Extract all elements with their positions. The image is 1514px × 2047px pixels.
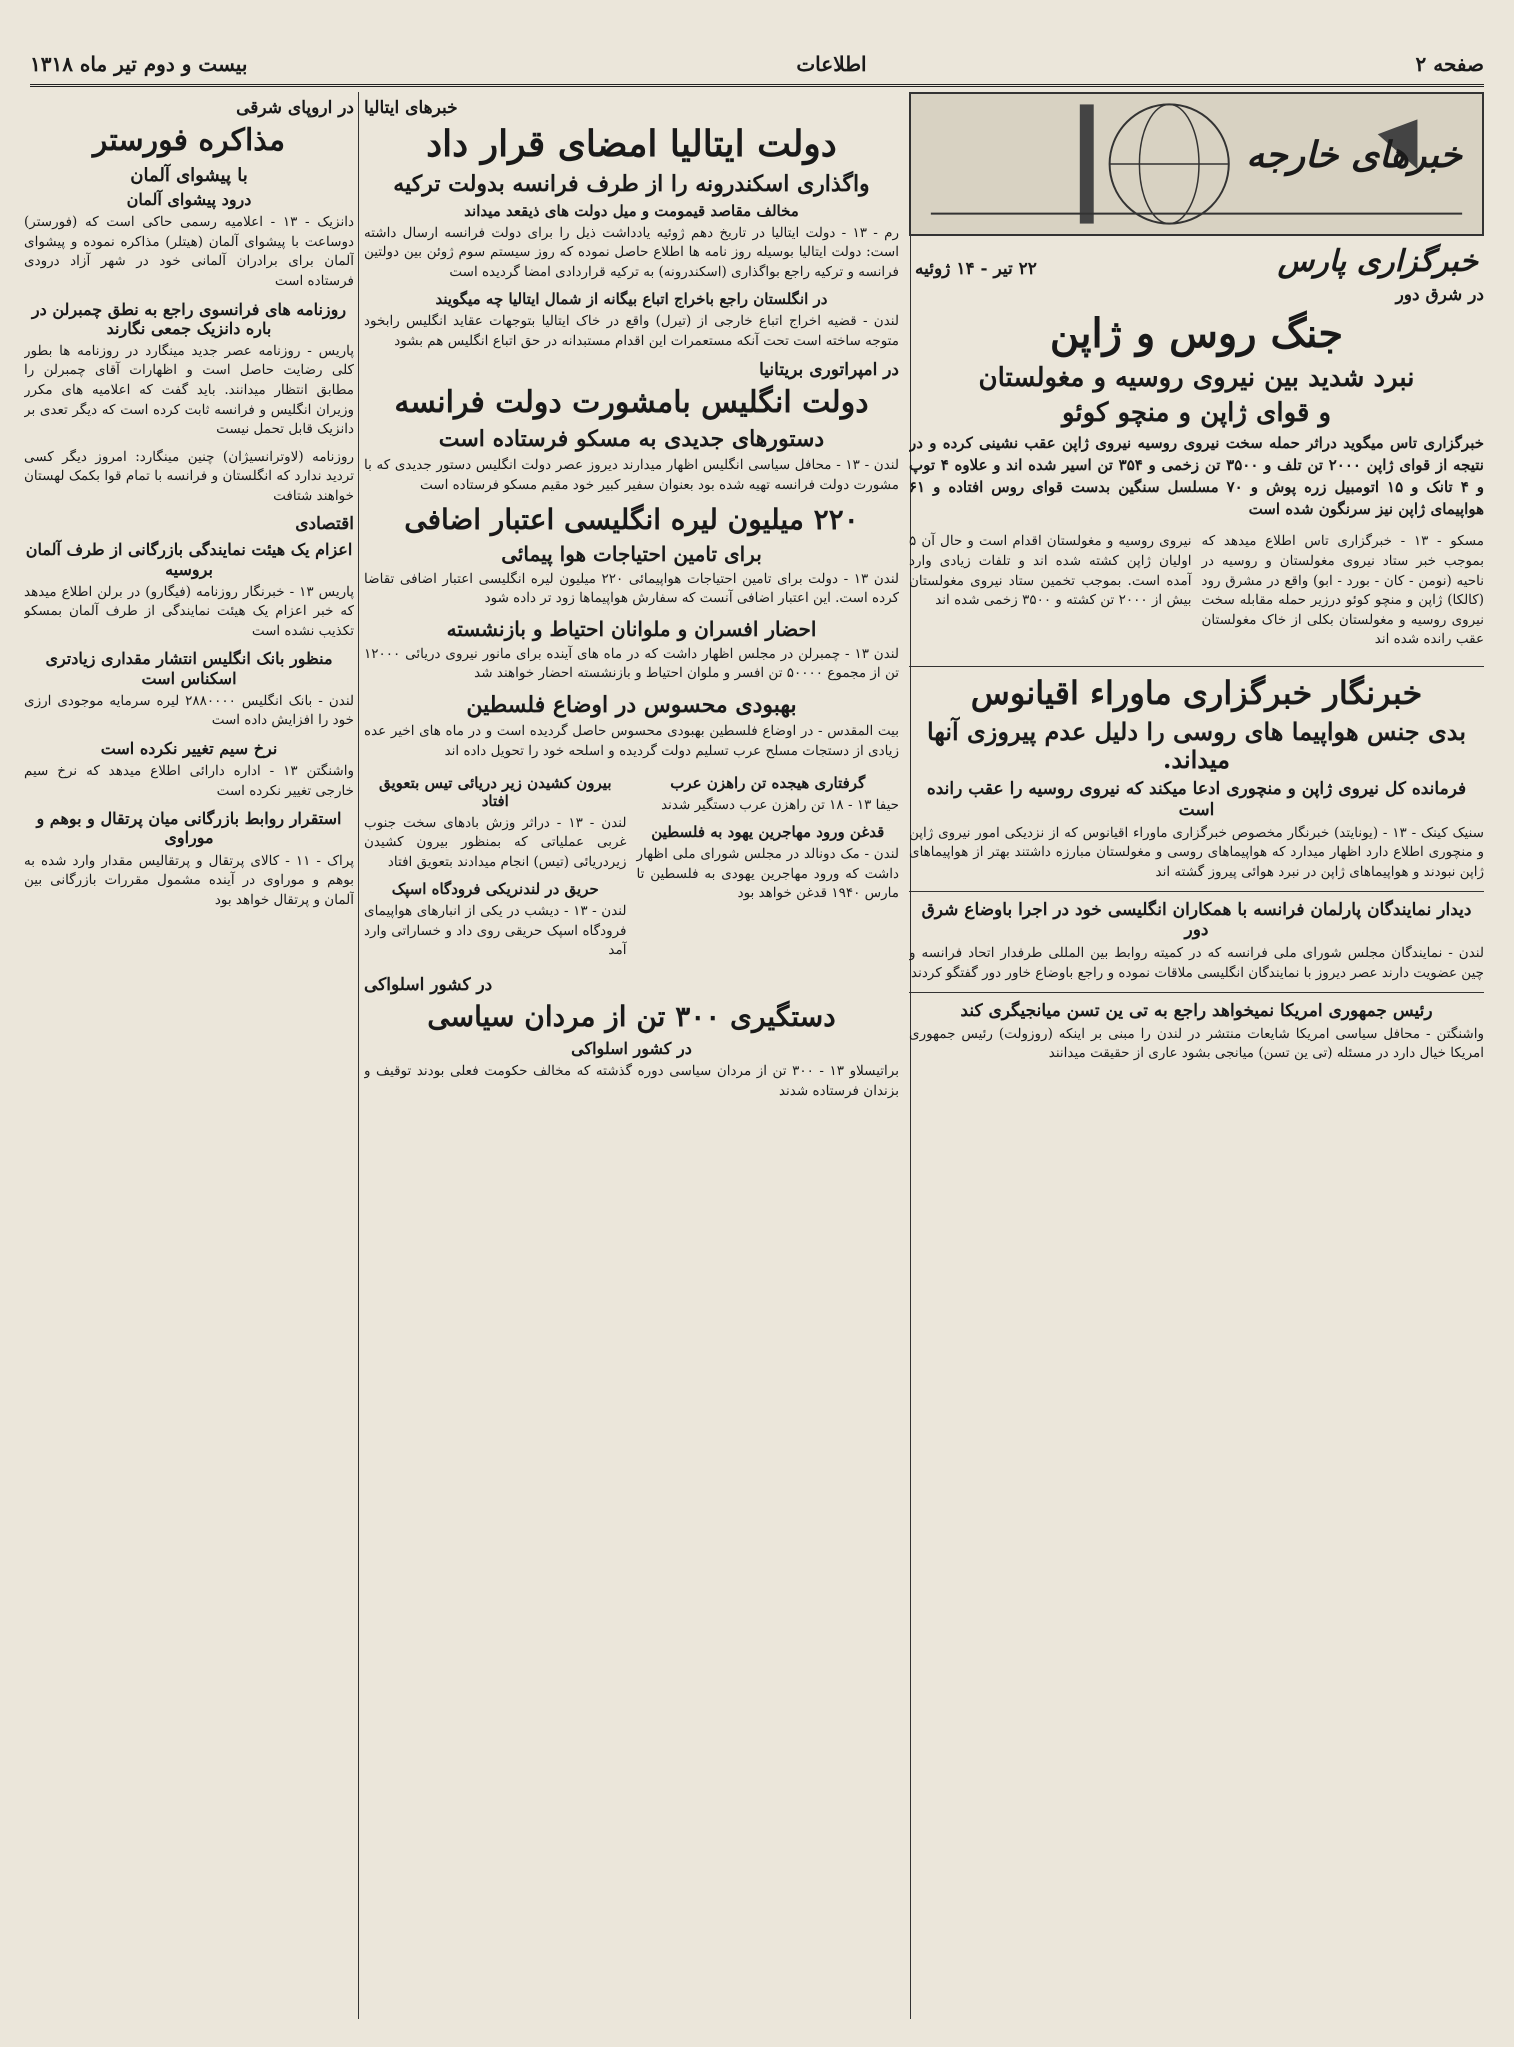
banner-title: خبرهای خارجه	[1246, 134, 1462, 176]
divider	[909, 666, 1484, 667]
paragraph: پاریس - روزنامه عصر جدید مینگارد در روزنامه ها بطور کلی رضایت حاصل است و اظهارات آقای چمبرلن را مطابق انتظار میدانند. باید گفت که اعلامیه های مکرر وزیران انگلیس و فرانسه ثابت کرده است که دیگر تعدی بر دانزیک قابل تحمل نیست	[24, 342, 354, 438]
masthead	[30, 44, 1484, 87]
subheadline: در کشور اسلواکی	[571, 1039, 692, 1059]
page-number: صفحه ۲	[1415, 52, 1484, 76]
headline: مذاکره فورستر	[92, 123, 286, 158]
lede: خبرگزاری تاس میگوید دراثر حمله سخت نیروی روسیه نیروی ژاپن عقب نشینی کرده و در نتیجه از قوای ژاپن ۲۰۰۰ تن تلف و ۳۵۰۰ تن زخمی و ۳۵۴ تن اسیر شده اند و علاوه ۴ توپ و ۴ تانک و ۱۵ اتومبیل زره پوش و ۷۰ مسلسل سنگین بدست قوای روس افتاده و ۶۱ هواپیمای ژاپن نیز سرنگون شده است	[909, 434, 1484, 518]
paragraph: لندن ۱۳ - دولت برای تامین احتیاجات هواپیمائی ۲۲۰ میلیون لیره انگلیسی اعتبار اضافی تقاضا کرده است. این اعتبار اضافی آنست که سفارش هواپیماها زود تر داده شود	[364, 570, 899, 607]
subheadline: و قوای ژاپن و منچو کوئو	[1061, 398, 1332, 429]
foreign-news-banner	[909, 92, 1484, 236]
subheading: نرخ سیم تغییر نکرده است	[100, 738, 278, 758]
subheading: قدغن ورود مهاجرین یهود به فلسطین	[651, 823, 885, 842]
subheading: فرمانده کل نیروی ژاپن و منچوری ادعا میکند که نیروی روسیه را عقب رانده است	[926, 779, 1467, 820]
paragraph: لندن ۱۳ - چمبرلن در مجلس اظهار داشت که در ماه های آینده برای مانور نیروی دریائی ۱۲۰۰۰ تن از مجموع ۵۰۰۰۰ تن افسر و ملوان احتیاط و بازنشسته احضار خواهند شد	[364, 645, 899, 682]
paragraph: مسکو - ۱۳ - خبرگزاری تاس اطلاع میدهد که بموجب خبر ستاد نیروی مغولستان و روسیه در ناحیه (نومن - کان - بورد - ابو) واقع در مشرق رود (کالکا) ژاپن و منچو کوئو درزیر حمله مقابله سخت نیروی روسیه و مغولستان بکلی از خاک مغولستان عقب رانده شده اند	[1201, 533, 1484, 648]
subheadline: دستورهای جدیدی به مسکو فرستاده است	[438, 426, 825, 453]
section-label: اقتصادی	[295, 514, 354, 535]
subheading: اعزام یک هیئت نمایندگی بازرگانی از طرف آلمان بروسیه	[25, 540, 353, 579]
paragraph: لندن - مک دونالد در مجلس شورای ملی اظهار داشت که ورود مهاجرین یهودی به فلسطین تا مارس ۱۹۴۰ قدغن خواهد بود	[636, 846, 899, 902]
headline: دستگیری ۳۰۰ تن از مردان سیاسی	[427, 999, 836, 1033]
subheadline: بدی جنس هواپیما های روسی را دلیل عدم پیروزی آنها میداند.	[926, 716, 1467, 775]
subheadline: برای تامین احتیاجات هوا پیمائی	[501, 541, 762, 566]
paragraph: واشنگتن ۱۳ - اداره دارائی اطلاع میدهد که نرخ سیم خارجی تغییر نکرده است	[24, 763, 354, 799]
brief-columns	[364, 770, 899, 969]
subheadline: درود پیشوای آلمان	[126, 190, 252, 210]
section-label: خبرهای ایتالیا	[364, 98, 458, 118]
article-body	[909, 528, 1484, 657]
paragraph: لندن - ۱۳ - محافل سیاسی انگلیس اظهار میدارند دیروز عصر دولت انگلیس دستور جدیدی که با مشورت دولت فرانسه تهیه شده بود بعنوان سفیر کبیر خود مقیم مسکو فرستاده است	[364, 457, 899, 494]
paragraph: حیفا ۱۳ - ۱۸ تن راهزن عرب دستگیر شدند	[661, 796, 899, 813]
subheading: منظور بانک انگلیس انتشار مقداری زیادتری اسکناس است	[45, 649, 333, 688]
column-rule	[358, 92, 359, 2019]
right-column	[909, 92, 1484, 2019]
headline: دولت انگلیس بامشورت دولت فرانسه	[394, 384, 869, 420]
paragraph: لندن - نمایندگان مجلس شورای ملی فرانسه که در کمیته روابط بین المللی طرفدار اتحاد فرانسه و چین عضویت دارند عصر دیروز با نمایندگان انگلیسی ملاقات نموده و راجع باوضاع خاور دور گفتگو کردند	[909, 945, 1484, 981]
left-column	[24, 92, 354, 2019]
middle-column	[364, 92, 899, 2019]
subheading: بیرون کشیدن زیر دریائی تیس بتعویق افتاد	[378, 773, 612, 810]
subheading: دیدار نمایندگان پارلمان فرانسه با همکاران انگلیسی خود در اجرا باوضاع شرق دور	[921, 899, 1472, 940]
section-label: در شرق دور	[1395, 285, 1484, 305]
paragraph: واشنگتن - محافل سیاسی امریکا شایعات منتشر در لندن را مبنی بر اینکه (روزولت) رئیس جمهوری امریکا خیال دارد در مسئله (تی ین تسن) میانجی بشود عاری از حقیقت میدانند	[909, 1025, 1484, 1062]
divider	[909, 992, 1484, 993]
headline: خبرنگار خبرگزاری ماوراء اقیانوس	[970, 673, 1423, 712]
subheadline: با پیشوای آلمان	[130, 164, 248, 186]
subheading: روزنامه های فرانسوی راجع به نطق چمبرلن در باره دانزیک جمعی نگارند	[31, 299, 347, 338]
subheading: حریق در لندنریکی فرودگاه اسپک	[391, 880, 599, 899]
paragraph: دانزیک - ۱۳ - اعلامیه رسمی حاکی است که (فورستر) دوساعت با پیشوای آلمان (هیتلر) مذاکره نموده و پیشوای آلمان برای برادران آلمانی خود در شهر آزاد درودی فرستاده است	[24, 214, 354, 289]
subheadline: واگذاری اسکندرونه را از طرف فرانسه بدولت ترکیه	[393, 171, 870, 198]
dateline: ۲۲ تیر - ۱۴ ژوئیه	[915, 259, 1037, 279]
section-label: در اروپای شرقی	[236, 98, 354, 118]
paragraph: سنیک کینک - ۱۳ - (یونایتد) خبرنگار مخصوص خبرگزاری ماوراء اقیانوس که از نزدیکی امور نیروی ژاپن و منچوری اطلاع دارد اظهار میدارد که هواپیماهای روسی و مغولستان مبارزه داشتند بهتر از هواپیماهای ژاپن نبودند و هواپیماهای ژاپن در نبرد هوائی پیروز گشته اند	[909, 824, 1484, 881]
paper-name: اطلاعات	[796, 52, 867, 76]
paragraph: پراک - ۱۱ - کالای پرتقال و پرتقالیس مقدار وارد شده به بوهم و موراوی در آینده مشمول مقررات بازرگانی بین آلمان و پرتقال خواهد بود	[24, 852, 354, 908]
agency-row	[915, 244, 1478, 279]
section-label: در کشور اسلواکی	[364, 974, 493, 995]
paragraph: لندن - ۱۳ - دیشب در یکی از انبارهای هواپیمای فرودگاه اسپک حریقی روی داد و خساراتی وارد آمد	[364, 903, 627, 959]
subheadline: بهبودی محسوس در اوضاع فلسطین	[466, 692, 797, 719]
subheading: مخالف مقاصد قیمومت و میل دولت های ذیقعد میداند	[464, 201, 799, 220]
subheading: گرفتاری هیجده تن راهزن عرب	[670, 773, 866, 792]
paragraph: نیروی روسیه و مغولستان اقدام است و حال آن ۵ اولیان ژاپن کشته شده اند و تلفات زیادی وارد آمده است. بموجب تخمین ستاد نیروی مغولستان بیش از ۲۰۰۰ تن کشته و ۳۵۰۰ زخمی شده اند	[909, 533, 1192, 609]
issue-date: بیست و دوم تیر ماه ۱۳۱۸	[30, 52, 248, 76]
paragraph: لندن - قضیه اخراج اتباع خارجی از (تیرل) واقع در خاک ایتالیا بتوجهات عقاید انگلیس رابخود متوجه ساخته است تحت آنکه مستعمرات این اقدام مستبدانه در حق اتباع انگلیس هم بشود	[364, 313, 899, 350]
subheadline: نبرد شدید بین نیروی روسیه و مغولستان	[978, 363, 1415, 393]
section-label: در امپراتوری بریتانیا	[759, 359, 899, 380]
paragraph: روزنامه (لاوترانسیژان) چنین مینگارد: امروز دیگر کسی تردید ندارد که انگلستان و فرانسه با تمام قوا بکمک لهستان خواهند شتافت	[24, 448, 354, 504]
headline: جنگ روس و ژاپن	[1049, 310, 1344, 357]
paragraph: رم - ۱۳ - دولت ایتالیا در تاریخ دهم ژوئیه یادداشت ذیل را برای دولت فرانسه ارسال داشته است: دولت ایتالیا بوسیله روز نامه ها اطلاع حاصل نموده که روز سیستم سوم ژوئن بین دولتین فرانسه و ترکیه راجع بواگذاری (اسکندرونه) به ترکیه قراردادی امضا گردیده است	[364, 224, 899, 280]
paragraph: براتیسلاو ۱۳ - ۳۰۰ تن از مردان سیاسی دوره گذشته که مخالف حکومت فعلی بودند توقیف و بزندان فرستاده شدند	[364, 1063, 899, 1099]
briefs-right	[637, 770, 900, 969]
paragraph: پاریس ۱۳ - خبرنگار روزنامه (فیگارو) در برلن اطلاع میدهد که خبر اعزام یک هیئت نمایندگی از طرف آلمان بمسکو تکذیب نشده است	[24, 583, 354, 639]
paragraph: لندن - ۱۳ - دراثر وزش بادهای سخت جنوب غربی عملیاتی که بمنظور بیرون کشیدن زیردریائی (تیس) انجام میدادند بتعویق افتاد	[364, 814, 627, 870]
subheading: استقرار روابط بازرگانی میان پرتقال و بوهم و موراوی	[36, 809, 342, 848]
subheadline: احضار افسران و ملوانان احتیاط و بازنشسته	[446, 616, 817, 641]
subheading: رئیس جمهوری امریکا نمیخواهد راجع به تی ین تسن میانجیگری کند	[960, 1000, 1433, 1021]
subheading: در انگلستان راجع باخراج اتباع بیگانه از شمال ایتالیا چه میگویند	[435, 290, 828, 309]
divider	[909, 891, 1484, 892]
paragraph: بیت المقدس - در اوضاع فلسطین بهبودی محسوس حاصل گردیده است و در ماه های اخیر عده زیادی از دستجات مسلح عرب تسلیم دولت گردیده و اسلحه خود را تحویل داده اند	[364, 723, 899, 759]
headline: ۲۲۰ میلیون لیره انگلیسی اعتبار اضافی	[404, 502, 859, 536]
paragraph: لندن - بانک انگلیس ۲۸۸۰۰۰۰ لیره سرمایه موجودی ارزی خود را افزایش داده است	[24, 692, 354, 729]
briefs-left	[364, 770, 627, 969]
agency-name: خبرگزاری پارس	[1277, 244, 1478, 279]
headline: دولت ایتالیا امضای قرار داد	[426, 123, 837, 165]
